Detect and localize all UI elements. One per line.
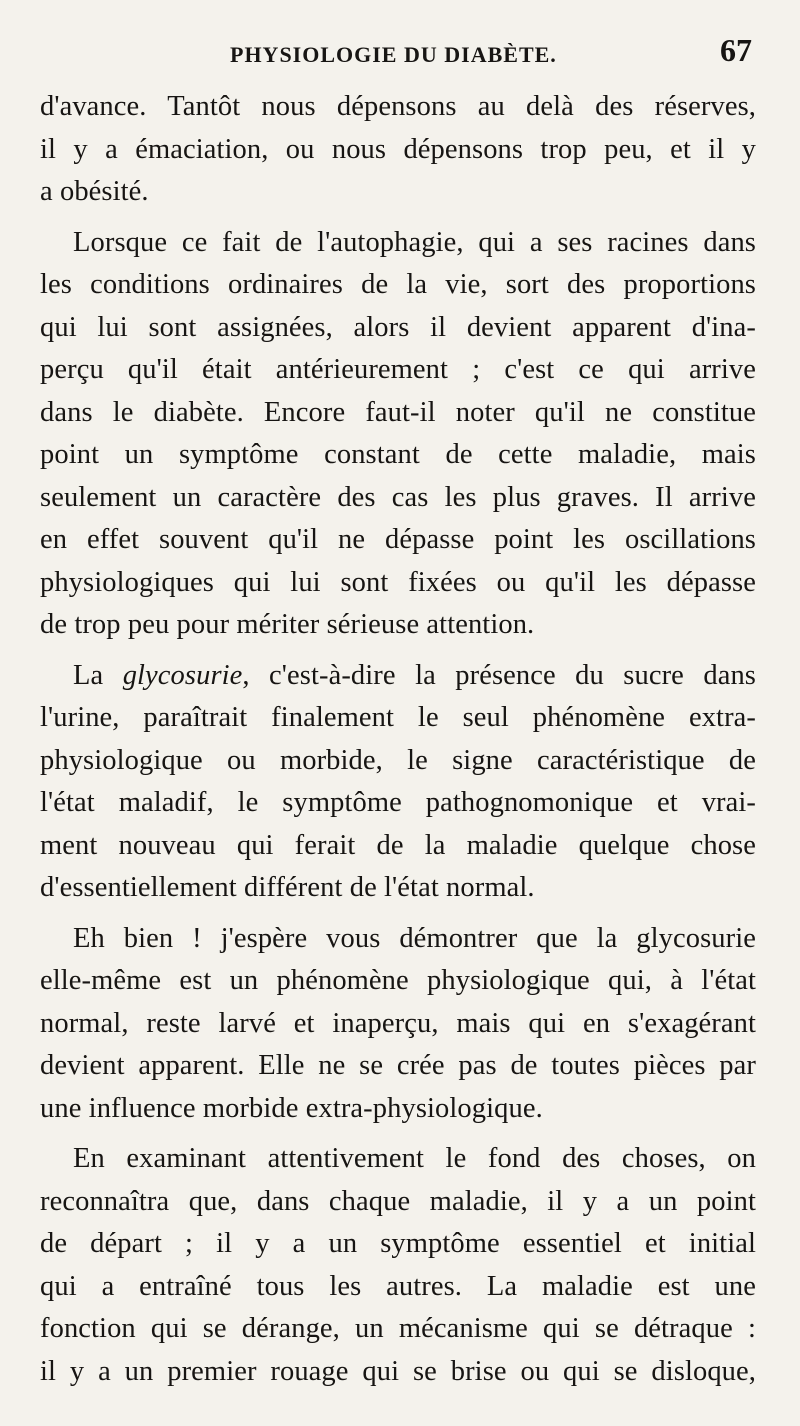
text-line: elle-même est un phénomène physiologique qui, à l'état [40, 965, 756, 996]
paragraph-2 [40, 222, 756, 647]
text-line: a obésité. [40, 176, 149, 207]
text-line [40, 655, 756, 698]
text-line: fonction qui se dérange, un mécanisme qui se détraque : [40, 1313, 756, 1344]
text-line: physiologiques qui lui sont fixées ou qu'il les dépasse [40, 566, 756, 598]
text-line: qui a entraîné tous les autres. La maladie est une [40, 1270, 756, 1302]
text-line: il y a un premier rouage qui se brise ou qui se disloque, [40, 1355, 756, 1387]
text-line: il y a émaciation, ou nous dépensons trop peu, et il y [40, 133, 756, 165]
text-line: l'état maladif, le symptôme pathognomonique et vrai- [40, 787, 756, 818]
text-run: , c'est-à-dire la présence du sucre dans [242, 659, 756, 691]
text-line: point un symptôme constant de cette maladie, mais [40, 439, 756, 470]
text-line: ment nouveau qui ferait de la maladie quelque chose [40, 829, 756, 861]
text-line: En examinant attentivement le fond des choses, on [73, 1143, 756, 1174]
text-line: en effet souvent qu'il ne dépasse point les oscillations [40, 524, 756, 555]
paragraph-4 [40, 918, 756, 1131]
running-head: PHYSIOLOGIE DU DIABÈTE. [230, 42, 557, 67]
paragraph-1 [40, 86, 756, 214]
text-line: dans le diabète. Encore faut-il noter qu'il ne constitue [40, 396, 756, 428]
text-line: seulement un caractère des cas les plus graves. Il arrive [40, 481, 756, 513]
text-line: qui lui sont assignées, alors il devient apparent d'ina- [40, 311, 756, 343]
text-line: d'essentiellement différent de l'état normal. [40, 872, 535, 903]
paragraph-3 [40, 655, 756, 910]
text-line: les conditions ordinaires de la vie, sort des proportions [40, 269, 756, 300]
text-line: d'avance. Tantôt nous dépensons au delà des réserves, [40, 91, 756, 122]
emphasized-term: glycosurie [122, 659, 243, 691]
paragraph-5 [40, 1138, 756, 1393]
text-line: l'urine, paraîtrait finalement le seul phénomène extra- [40, 702, 756, 733]
text-line: de trop peu pour mériter sérieuse attention. [40, 609, 535, 640]
text-line: une influence morbide extra-physiologique. [40, 1092, 543, 1124]
text-line: devient apparent. Elle ne se crée pas de toutes pièces par [40, 1050, 756, 1081]
text-line: normal, reste larvé et inaperçu, mais qui en s'exagérant [40, 1007, 756, 1039]
text-line: Eh bien ! j'espère vous démontrer que la glycosurie [73, 922, 756, 954]
text-run: La [73, 659, 123, 691]
body-text [40, 86, 756, 1393]
text-line: Lorsque ce fait de l'autophagie, qui a ses racines dans [73, 226, 756, 258]
text-line: reconnaîtra que, dans chaque maladie, il y a un point [40, 1185, 756, 1217]
text-line: perçu qu'il était antérieurement ; c'est ce qui arrive [40, 354, 756, 385]
page-number: 67 [720, 32, 752, 68]
text-line: de départ ; il y a un symptôme essentiel et initial [40, 1228, 756, 1259]
text-line: physiologique ou morbide, le signe caractéristique de [40, 744, 756, 776]
page-header [40, 22, 756, 86]
